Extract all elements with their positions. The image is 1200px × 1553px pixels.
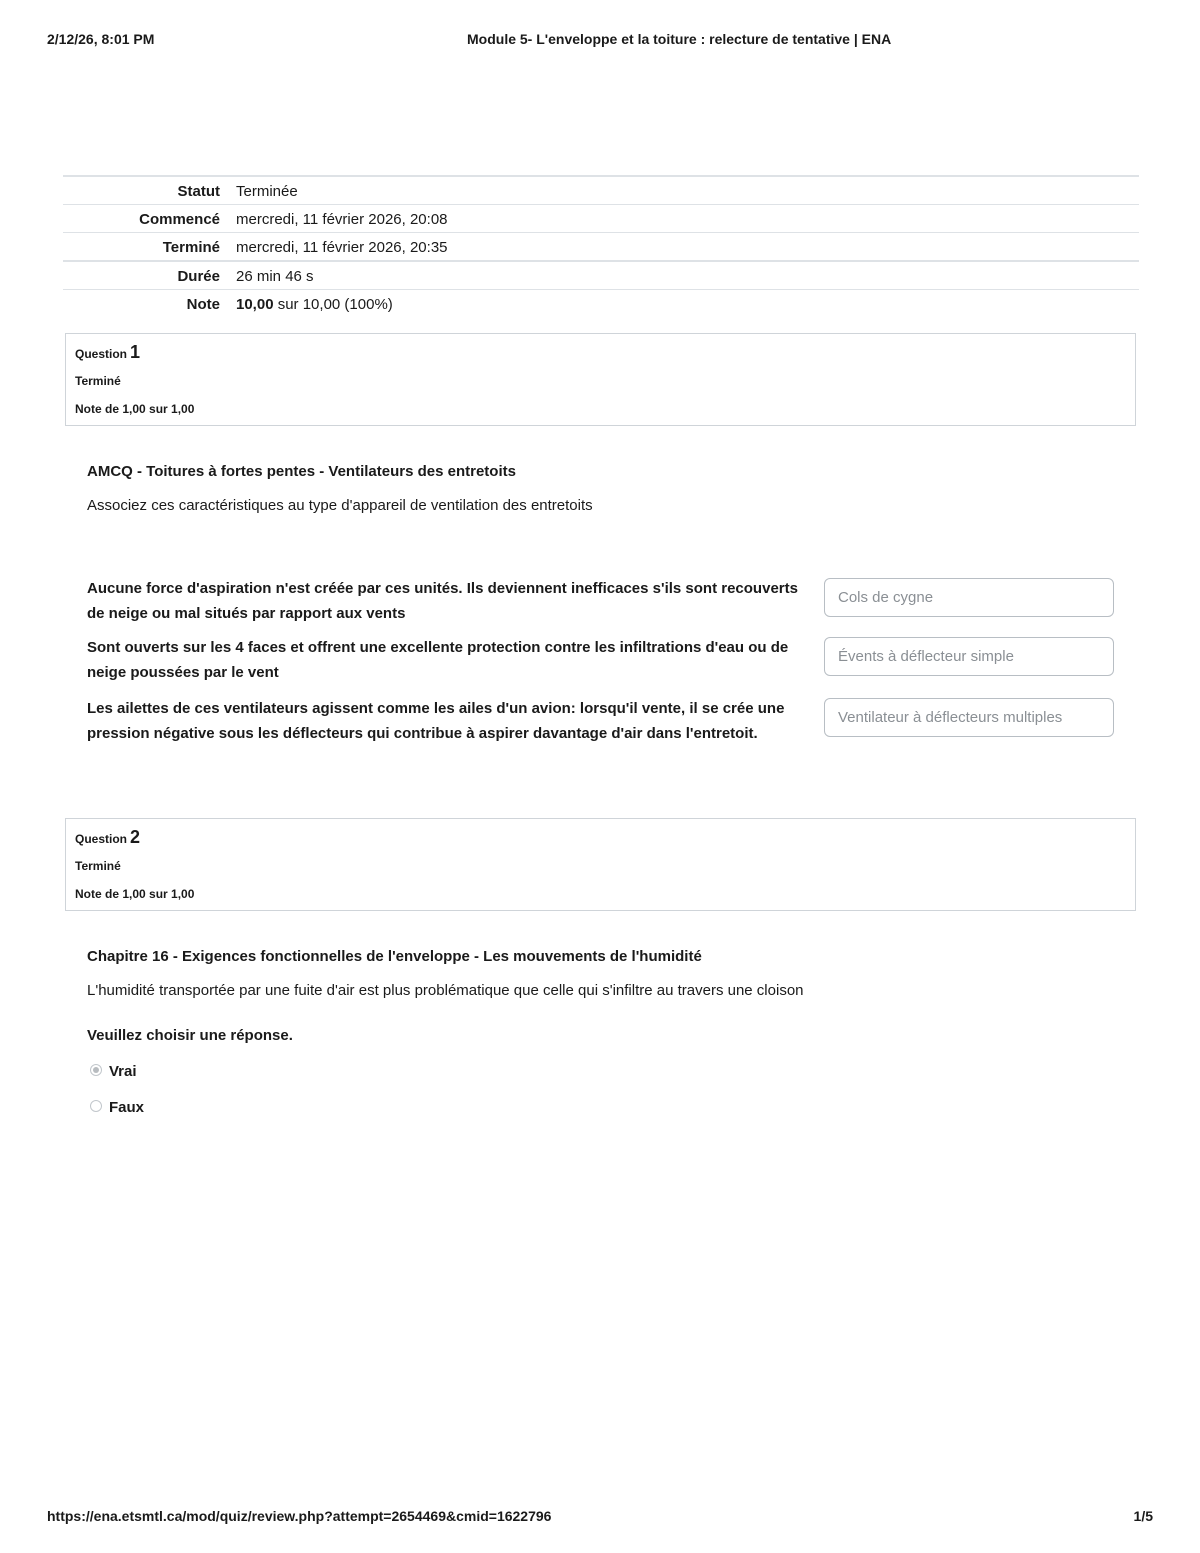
question-number xyxy=(75,342,140,363)
match-answer-select[interactable]: Évents à déflecteur simple xyxy=(824,637,1114,676)
question-1-text: Associez ces caractéristiques au type d'appareil de ventilation des entretoits xyxy=(87,497,593,514)
summary-value: 26 min 46 s xyxy=(236,267,314,285)
question-label: Question xyxy=(75,347,128,361)
print-footer xyxy=(47,1508,1153,1528)
summary-value: mercredi, 11 février 2026, 20:35 xyxy=(236,238,448,256)
summary-row-started xyxy=(63,205,1139,233)
match-stem: Les ailettes de ces ventilateurs agissent comme les ailes d'un avion: lorsqu'il vente, il se crée une pression négative sous les déflecteurs qui contribue à aspirer davantage d'air dans l'entretoit. xyxy=(87,700,785,742)
summary-label: Statut xyxy=(177,182,220,200)
summary-value xyxy=(228,290,1139,318)
question-label: Question xyxy=(75,832,128,846)
print-date: 2/12/26, 8:01 PM xyxy=(47,31,155,47)
summary-row-grade xyxy=(63,290,1139,318)
page-number: 1/5 xyxy=(1133,1508,1153,1524)
print-document-title: Module 5- L'enveloppe et la toiture : relecture de tentative | ENA xyxy=(467,31,892,47)
match-stem: Sont ouverts sur les 4 faces et offrent une excellente protection contre les infiltrations d'eau ou de neige poussées par le vent xyxy=(87,639,789,681)
print-header xyxy=(47,31,1153,51)
match-stem: Aucune force d'aspiration n'est créée par ces unités. Ils deviennent inefficaces s'ils sont recouverts de neige ou mal situés par rapport aux vents xyxy=(87,580,798,622)
question-2-title: Chapitre 16 - Exigences fonctionnelles de l'enveloppe - Les mouvements de l'humidité xyxy=(87,948,702,965)
summary-label: Durée xyxy=(177,267,220,285)
question-number-value: 1 xyxy=(130,342,141,362)
match-answer-select[interactable]: Ventilateur à déflecteurs multiples xyxy=(824,698,1114,737)
print-url: https://ena.etsmtl.ca/mod/quiz/review.php?attempt=2654469&cmid=1622796 xyxy=(47,1508,552,1524)
question-number xyxy=(75,827,140,848)
radio-selected-icon[interactable] xyxy=(90,1064,102,1076)
summary-row-status xyxy=(63,176,1139,205)
summary-value: mercredi, 11 février 2026, 20:08 xyxy=(236,210,448,228)
summary-row-duration xyxy=(63,261,1139,290)
question-state: Terminé xyxy=(75,374,121,388)
summary-label: Terminé xyxy=(162,238,220,256)
summary-row-completed xyxy=(63,233,1139,262)
question-2-text: L'humidité transportée par une fuite d'air est plus problématique que celle qui s'infiltre au travers une cloison xyxy=(87,982,804,999)
summary-label: Note xyxy=(186,295,220,313)
option-label: Faux xyxy=(109,1099,145,1116)
question-state: Terminé xyxy=(75,859,121,873)
summary-value: Terminée xyxy=(236,182,298,200)
answer-prompt: Veuillez choisir une réponse. xyxy=(87,1027,293,1044)
answer-option-faux[interactable] xyxy=(90,1099,144,1119)
match-answer-select[interactable]: Cols de cygne xyxy=(824,578,1114,617)
question-2-info xyxy=(65,818,1136,911)
question-1-title: AMCQ - Toitures à fortes pentes - Ventilateurs des entretoits xyxy=(87,463,516,480)
answer-option-vrai[interactable] xyxy=(90,1063,137,1083)
question-number-value: 2 xyxy=(130,827,141,847)
option-label: Vrai xyxy=(109,1063,137,1080)
attempt-summary-table xyxy=(63,175,1139,317)
question-grade: Note de 1,00 sur 1,00 xyxy=(75,887,195,901)
question-grade: Note de 1,00 sur 1,00 xyxy=(75,402,195,416)
question-1-info xyxy=(65,333,1136,426)
radio-unselected-icon[interactable] xyxy=(90,1100,102,1112)
grade-score: 10,00 xyxy=(236,295,274,313)
summary-label: Commencé xyxy=(139,210,220,228)
grade-total: sur 10,00 (100%) xyxy=(273,295,393,313)
